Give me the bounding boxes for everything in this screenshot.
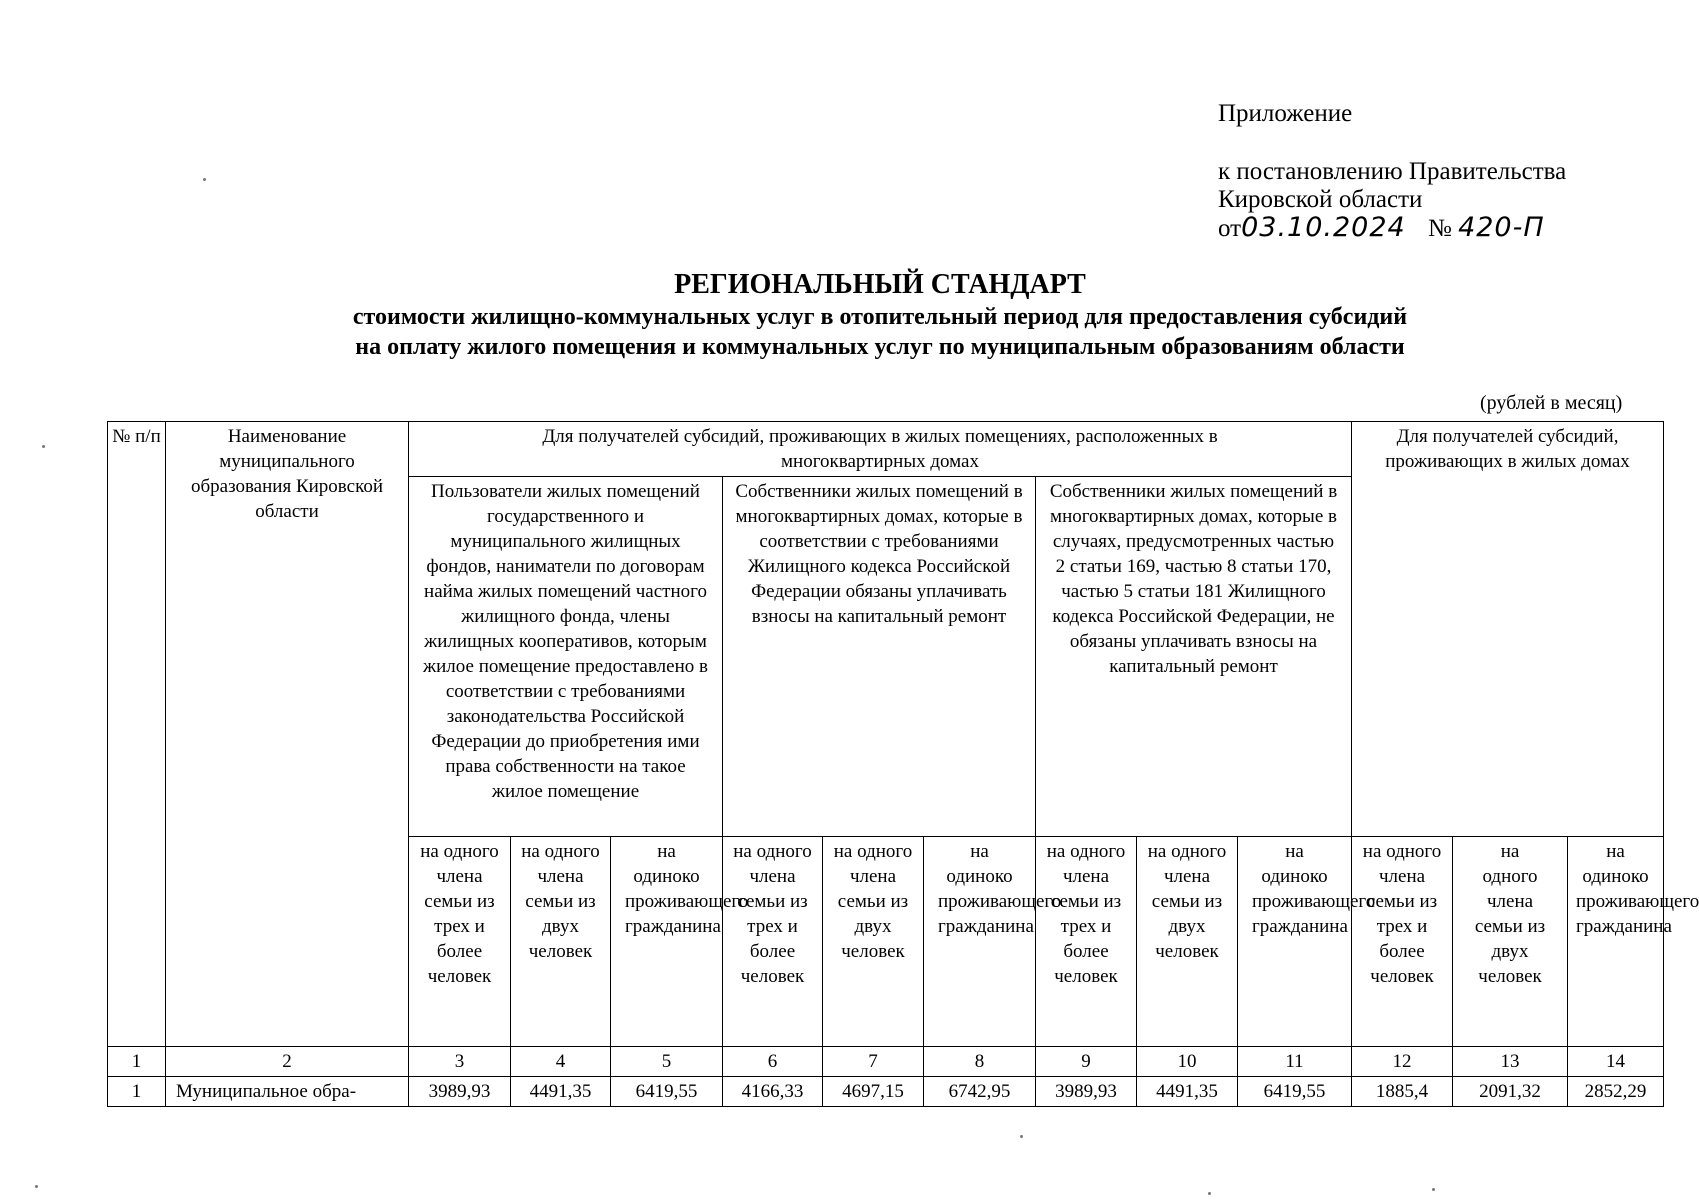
handwritten-date: 03.10.2024: [1241, 212, 1406, 243]
units-note: (рублей в месяц): [1480, 392, 1623, 414]
title-sub-1: стоимости жилищно-коммунальных услуг в отопительный период для предоставления субсидий: [352, 304, 1408, 330]
household-col-5: на одиноко проживающего гражданина: [611, 837, 723, 1047]
row-value: 2091,32: [1453, 1077, 1568, 1107]
header-group-house: Для получателей субсидий, проживающих в жилых домах: [1352, 422, 1664, 837]
subgroup-owners-capital-repair: Собственники жилых помещений в многоквартирных домах, которые в соответствии с требованиями Жилищного кодекса Российской Федерации обязаны уплачивать взносы на капитальный ремонт: [723, 477, 1036, 837]
column-number: 4: [511, 1047, 611, 1077]
date-prefix: от: [1218, 215, 1242, 242]
row-value: 4491,35: [1137, 1077, 1238, 1107]
scan-speck: [1432, 1188, 1435, 1191]
household-col-10: на одного члена семьи из двух человек: [1137, 837, 1238, 1047]
header-name: Наименование муниципального образования Кировской области: [166, 422, 409, 1047]
scan-speck: [203, 178, 206, 181]
row-value: 3989,93: [1036, 1077, 1137, 1107]
appendix-line-1: к постановлению Правительства: [1218, 158, 1567, 185]
scan-speck: [1208, 1192, 1211, 1195]
title-main: РЕГИОНАЛЬНЫЙ СТАНДАРТ: [674, 269, 1086, 300]
appendix-block: [1218, 100, 1566, 243]
household-col-12: на одного члена семьи из трех и более человек: [1352, 837, 1453, 1047]
household-col-7: на одного члена семьи из двух человек: [823, 837, 924, 1047]
handwritten-number: 420-П: [1458, 212, 1545, 243]
header-group-apartment: Для получателей субсидий, проживающих в жилых помещениях, расположенных в многоквартирных домах: [409, 422, 1352, 477]
row-value: 6419,55: [1238, 1077, 1352, 1107]
household-col-14: на одиноко проживающего гражданина: [1568, 837, 1664, 1047]
column-number: 14: [1568, 1047, 1664, 1077]
household-col-13: на одного члена семьи из двух человек: [1453, 837, 1568, 1047]
household-col-3: на одного члена семьи из трех и более человек: [409, 837, 511, 1047]
row-value: 4697,15: [823, 1077, 924, 1107]
subgroup-owners-exempt: Собственники жилых помещений в многоквартирных домах, которые в случаях, предусмотренных частью 2 статьи 169, частью 8 статьи 170, частью 5 статьи 181 Жилищного кодекса Российской Федерации, не обязаны уплачивать взносы на капитальный ремонт: [1036, 477, 1352, 837]
appendix-label: Приложение: [1218, 100, 1353, 127]
column-number: 1: [108, 1047, 166, 1077]
column-number: 13: [1453, 1047, 1568, 1077]
row-value: 4166,33: [723, 1077, 823, 1107]
household-col-8: на одиноко проживающего гражданина: [924, 837, 1036, 1047]
column-number: 3: [409, 1047, 511, 1077]
row-value: 6742,95: [924, 1077, 1036, 1107]
column-numbers-row: [108, 1047, 1664, 1077]
column-number: 12: [1352, 1047, 1453, 1077]
row-value: 1885,4: [1352, 1077, 1453, 1107]
standard-table: [107, 421, 1699, 1107]
appendix-date-line: [1218, 214, 1566, 243]
title-sub-2: на оплату жилого помещения и коммунальных услуг по муниципальным образованиям области: [355, 334, 1405, 360]
subgroup-tenants: Пользователи жилых помещений государственного и муниципального жилищных фондов, наниматели по договорам найма жилых помещений частного жилищного фонда, члены жилищных кооперативов, которым жилое помещение предоставлено в соответствии с требованиями законодательства Российской Федерации до приобретения ими права собственности на такое жилое помещение: [409, 477, 723, 837]
household-col-9: на одного члена семьи из трех и более человек: [1036, 837, 1137, 1047]
appendix-line-2: Кировской области: [1218, 186, 1423, 213]
column-number: 7: [823, 1047, 924, 1077]
row-value: 6419,55: [611, 1077, 723, 1107]
column-number: 8: [924, 1047, 1036, 1077]
column-number: 11: [1238, 1047, 1352, 1077]
scan-speck: [1020, 1135, 1023, 1138]
household-col-11: на одиноко проживающего гражданина: [1238, 837, 1352, 1047]
row-value: 3989,93: [409, 1077, 511, 1107]
table-row: [108, 1077, 1664, 1107]
column-number: 10: [1137, 1047, 1238, 1077]
column-number: 9: [1036, 1047, 1137, 1077]
row-value: 2852,29: [1568, 1077, 1664, 1107]
header-row-1: [108, 422, 1664, 477]
column-number: 6: [723, 1047, 823, 1077]
household-col-6: на одного члена семьи из трех и более человек: [723, 837, 823, 1047]
number-prefix: №: [1427, 215, 1452, 242]
row-name: Муниципальное обра-: [166, 1077, 409, 1107]
header-no: № п/п: [108, 422, 166, 1047]
document-title: [0, 268, 1699, 362]
scan-speck: [42, 445, 45, 448]
scan-speck: [35, 1185, 38, 1188]
column-number: 5: [611, 1047, 723, 1077]
column-number: 2: [166, 1047, 409, 1077]
household-col-4: на одного члена семьи из двух человек: [511, 837, 611, 1047]
row-no: 1: [108, 1077, 166, 1107]
row-value: 4491,35: [511, 1077, 611, 1107]
